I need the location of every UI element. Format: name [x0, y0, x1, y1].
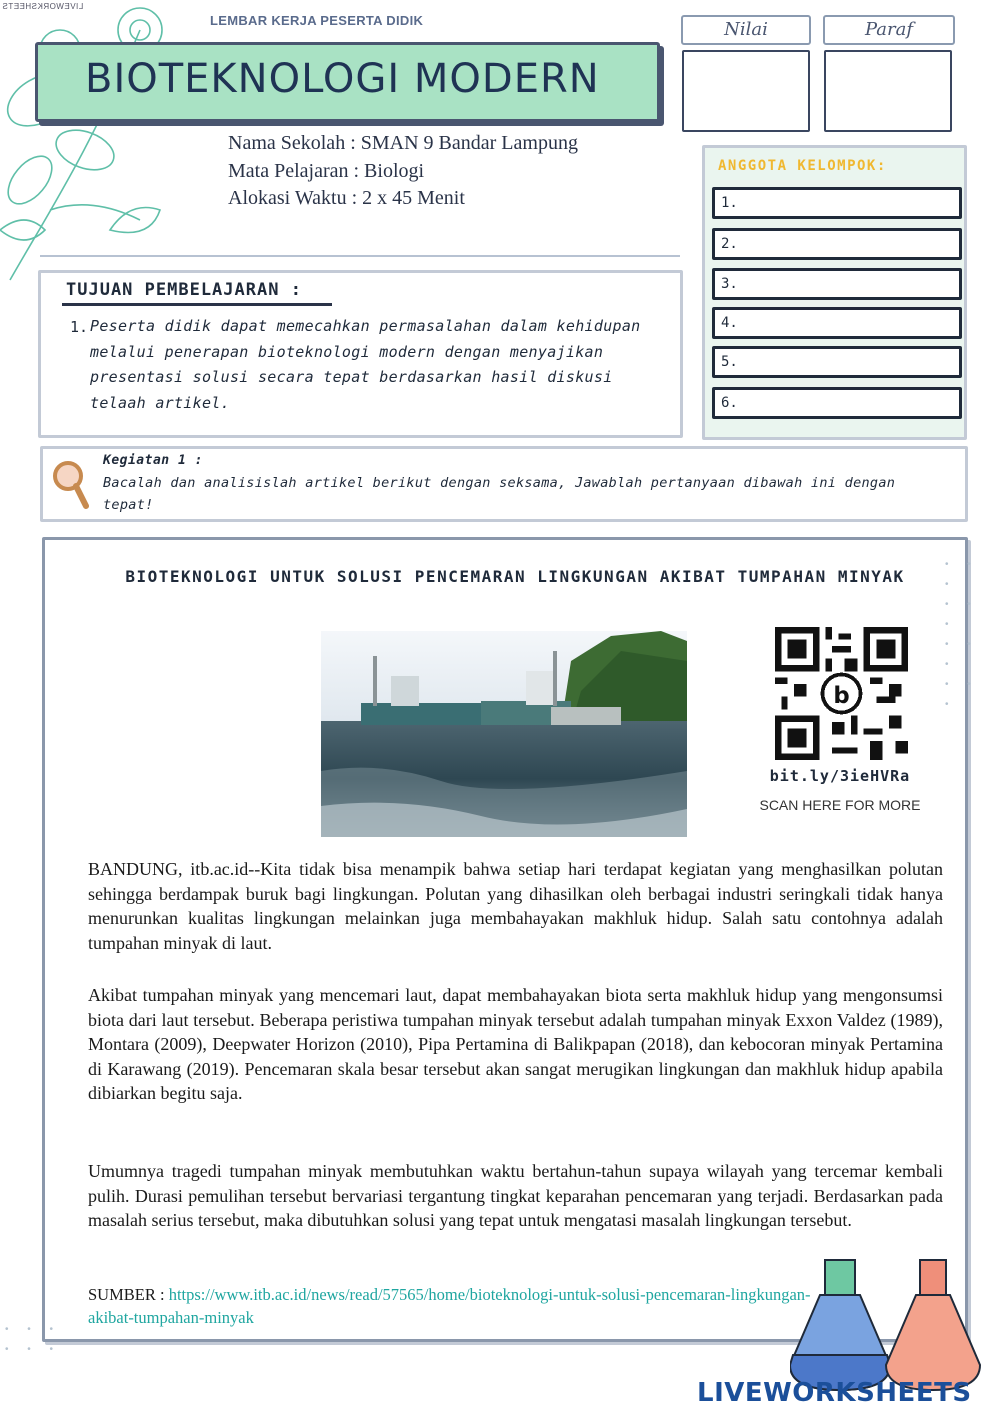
- nilai-box[interactable]: [682, 50, 810, 132]
- svg-text:b: b: [833, 683, 850, 709]
- member-field-5[interactable]: 5.: [712, 346, 962, 378]
- qr-scan-label: SCAN HERE FOR MORE: [759, 797, 921, 813]
- flask-icon: [790, 1255, 990, 1395]
- anggota-title: ANGGOTA KELOMPOK:: [718, 158, 887, 174]
- info-sekolah: Nama Sekolah : SMAN 9 Bandar Lampung: [228, 132, 578, 154]
- top-tag: LIVEWORKSHEETS: [2, 2, 84, 11]
- magnifier-icon: [50, 456, 90, 511]
- member-field-1[interactable]: 1.: [712, 187, 962, 219]
- tujuan-title: TUJUAN PEMBELAJARAN :: [66, 280, 302, 300]
- nilai-label: Nilai: [681, 15, 811, 45]
- tujuan-number: 1.: [70, 318, 89, 336]
- tanker-photo: [321, 631, 687, 837]
- tujuan-text: Peserta didik dapat memecahkan permasalahan dalam kehidupan melalui penerapan bioteknologi modern dengan menyajikan presentasi solusi secara tepat berdasarkan hasil diskusi telaah artikel.: [90, 317, 641, 412]
- page-title: BIOTEKNOLOGI MODERN: [85, 56, 600, 102]
- footer-logo: LIVEWORKSHEETS: [697, 1378, 972, 1408]
- sumber-link[interactable]: https://www.itb.ac.id/news/read/57565/home/bioteknologi-untuk-solusi-pencemaran-lingkungan-akibat-tumpahan-minyak: [88, 1285, 811, 1327]
- article-paragraph-1: BANDUNG, itb.ac.id--Kita tidak bisa menampik bahwa setiap hari terdapat kegiatan yang menghasilkan polutan sehingga berdampak buruk bagi lingkungan. Polutan yang dihasilkan oleh berbagai industri seringkali tidak hanya menurunkan kualitas lingkungan melainkan juga membahayakan makhluk hidup. Salah satu contohnya adalah tumpahan minyak di laut.: [88, 859, 943, 953]
- info-waktu: Alokasi Waktu : 2 x 45 Menit: [228, 187, 465, 209]
- kegiatan-title: Kegiatan 1 :: [103, 453, 203, 468]
- dots-decoration-left: • • • • • •: [5, 1324, 62, 1355]
- sumber: [88, 1283, 828, 1329]
- info-mapel: Mata Pelajaran : Biologi: [228, 160, 425, 182]
- member-field-4[interactable]: 4.: [712, 307, 962, 339]
- member-field-2[interactable]: 2.: [712, 228, 962, 260]
- paraf-label: Paraf: [823, 15, 955, 45]
- divider: [40, 255, 680, 257]
- kegiatan-text: Bacalah dan analisislah artikel berikut dengan seksama, Jawablah pertanyaan dibawah ini dengan tepat!: [103, 475, 896, 513]
- header-label: LEMBAR KERJA PESERTA DIDIK: [210, 13, 424, 28]
- article-paragraph-3: Umumnya tragedi tumpahan minyak membutuhkan waktu bertahun-tahun supaya wilayah yang tercemar kembali pulih. Durasi pemulihan tersebut bervariasi tergantung tingkat keparahan pencemaran yang terjadi. Berdasarkan pada masalah serius tersebut, maka dibutuhkan solusi yang tepat untuk mengatasi masalah lingkungan tersebut.: [88, 1161, 943, 1230]
- article-title: BIOTEKNOLOGI UNTUK SOLUSI PENCEMARAN LINGKUNGAN AKIBAT TUMPAHAN MINYAK: [125, 567, 905, 586]
- tujuan-underline: [62, 303, 332, 306]
- article-paragraph-2: Akibat tumpahan minyak yang mencemari laut, dapat membahayakan biota serta makhluk hidup yang mengonsumsi biota dari laut tersebut. Beberapa peristiwa tumpahan minyak tersebut adalah tumpahan minyak Exxon Valdez (1989), Montara (2009), Deepwater Horizon (2010), Pipa Pertamina di Balikpapan (2018), dan kebocoran minyak Pertamina di Karawang (2019). Pencemaran skala besar tersebut akan sangat merugikan lingkungan dan makhluk hidup apabila dibiarkan begitu saja.: [88, 985, 943, 1103]
- qr-link[interactable]: bit.ly/3ieHVRa: [769, 767, 911, 785]
- sumber-label: SUMBER :: [88, 1285, 165, 1304]
- member-field-6[interactable]: 6.: [712, 387, 962, 419]
- paraf-box[interactable]: [824, 50, 952, 132]
- member-field-3[interactable]: 3.: [712, 268, 962, 300]
- qr-code-icon[interactable]: [775, 627, 908, 760]
- dots-decoration-right: • • • • • • • • • • • •: [945, 559, 979, 710]
